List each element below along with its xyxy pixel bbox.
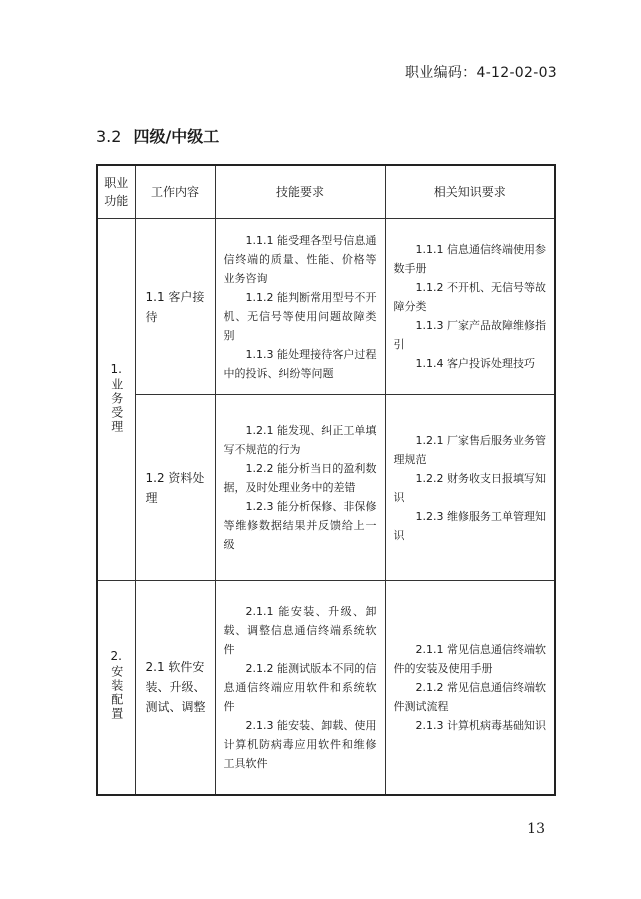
knowledge-cell [385,219,555,395]
table-row [97,581,555,795]
skills-cell [215,581,385,795]
section-heading [96,124,219,147]
knowledge-item: 1.2.2 财务收支日报填写知识 [393,471,546,504]
knowledge-item: 1.2.1 厂家售后服务业务管理规范 [393,433,546,466]
skill-item: 2.1.1 能安装、升级、卸载、调整信息通信终端系统软件 [223,604,377,656]
knowledge-item: 1.1.2 不开机、无信号等故障分类 [393,281,546,313]
function-number: 2. [110,649,122,664]
skill-item: 1.1.1 能受理各型号信息通信终端的质量、性能、价格等业务咨询 [223,233,377,285]
table-row [97,395,555,581]
header-function: 职业功能 [97,165,135,219]
knowledge-item: 2.1.2 常见信息通信终端软件测试流程 [393,680,546,713]
table-row [97,219,555,395]
skill-item: 2.1.2 能测试版本不同的信息通信终端应用软件和系统软件 [223,661,377,713]
content-cell: 1.1 客户接待 [135,219,215,395]
knowledge-item: 2.1.3 计算机病毒基础知识 [415,718,546,732]
table-header-row [97,165,555,219]
knowledge-item: 1.1.4 客户投诉处理技巧 [415,357,535,370]
skills-cell [215,395,385,581]
skill-item: 1.1.3 能处理接待客户过程中的投诉、纠纷等问题 [223,347,377,380]
knowledge-item: 1.2.3 维修服务工单管理知识 [393,509,546,542]
header-knowledge: 相关知识要求 [385,165,555,219]
knowledge-cell [385,395,555,581]
header-skills: 技能要求 [215,165,385,219]
section-number: 3.2 [96,127,122,146]
skill-item: 1.2.2 能分析当日的盈利数据，及时处理业务中的差错 [223,462,377,494]
function-cell [97,581,135,795]
skill-item: 2.1.3 能安装、卸载、使用计算机防病毒应用软件和维修工具软件 [223,718,377,770]
function-number: 1. [110,361,122,376]
section-title: 四级/中级工 [133,127,220,146]
job-code: 职业编码：4-12-02-03 [404,65,557,81]
knowledge-cell [385,581,555,795]
function-name: 业务受理 [109,377,124,434]
knowledge-item: 2.1.1 常见信息通信终端软件的安装及使用手册 [393,642,546,675]
function-cell [97,219,135,581]
skills-table [96,164,556,796]
function-name: 安装配置 [109,665,124,722]
knowledge-item: 1.1.3 厂家产品故障维修指引 [393,319,546,351]
skill-item: 1.2.3 能分析保修、非保修等维修数据结果并反馈给上一级 [223,500,377,551]
skills-cell [215,219,385,395]
content-cell: 1.2 资料处理 [135,395,215,581]
content-cell: 2.1 软件安装、升级、测试、调整 [135,581,215,795]
knowledge-item: 1.1.1 信息通信终端使用参数手册 [393,243,546,275]
header-content: 工作内容 [135,165,215,219]
skill-item: 1.1.2 能判断常用型号不开机、无信号等使用问题故障类别 [223,290,377,342]
skill-item: 1.2.1 能发现、纠正工单填写不规范的行为 [223,424,377,456]
page-number: 13 [527,821,545,837]
